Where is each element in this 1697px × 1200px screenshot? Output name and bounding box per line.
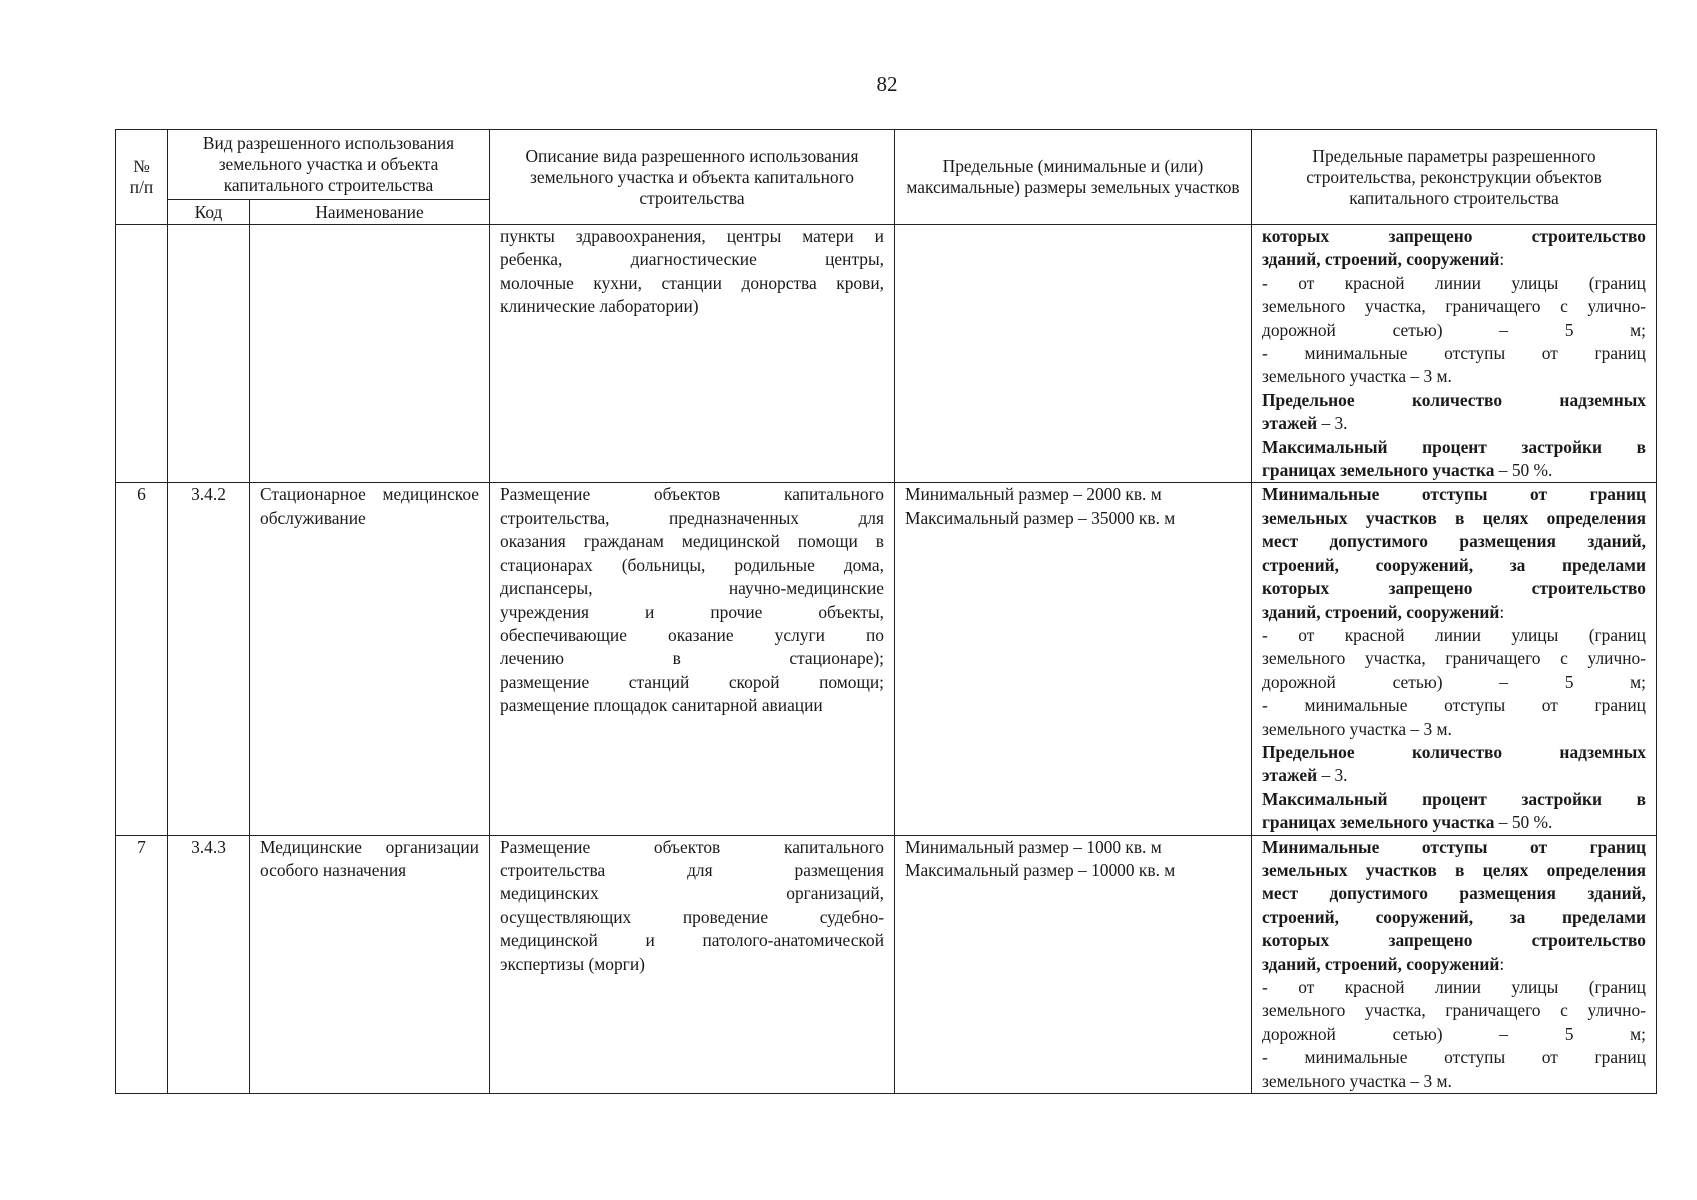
build-params	[1252, 225, 1657, 483]
size-line: Минимальный размер – 1000 кв. м	[905, 836, 1162, 857]
text-line: Размещение объектов капитального	[500, 836, 884, 857]
use-code: 3.4.2	[168, 483, 250, 835]
text-line: земельного участка, граничащего с улично-	[1262, 648, 1646, 669]
header-name: Наименование	[250, 200, 490, 225]
text-line: земельного участка – 3 м.	[1262, 718, 1452, 739]
row-number	[116, 225, 168, 483]
page-number: 82	[876, 72, 898, 96]
text-line: строительства для размещения	[500, 859, 884, 880]
text-line: пункты здравоохранения, центры матери и	[500, 226, 884, 246]
plot-sizes	[895, 483, 1252, 835]
size-line: Минимальный размер – 2000 кв. м	[905, 484, 1162, 505]
bold-text: этажей	[1262, 413, 1318, 434]
text-line: размещение станций скорой помощи;	[500, 671, 884, 692]
text-tail: – 50 %.	[1494, 460, 1553, 481]
text-line: экспертизы (морги)	[500, 953, 645, 974]
text-line	[1262, 225, 1646, 248]
text-line	[1262, 507, 1646, 530]
text-line	[1262, 764, 1646, 787]
header-code: Код	[168, 200, 250, 225]
text-line: медицинской и патолого-анатомической	[500, 930, 884, 951]
bold-text: мест допустимого размещения зданий,	[1262, 531, 1646, 552]
header-params: Предельные параметры разрешенного строительства, реконструкции объектов капитального строительства	[1252, 130, 1657, 225]
text-line: - от красной линии улицы (границ	[1262, 977, 1646, 997]
text-line	[1262, 459, 1646, 482]
use-name: Стационарное медицинское обслуживание	[250, 483, 490, 835]
table-row	[116, 835, 1657, 1093]
use-description	[490, 483, 895, 835]
bold-text: которых запрещено строительство	[1262, 226, 1646, 246]
row-number: 7	[116, 835, 168, 1093]
text-line	[1262, 412, 1646, 435]
text-line: земельного участка – 3 м.	[1262, 1070, 1452, 1091]
text-line: Размещение объектов капитального	[500, 484, 884, 505]
text-line	[1262, 906, 1646, 929]
text-line: - минимальные отступы от границ	[1262, 343, 1646, 364]
text-tail: :	[1499, 249, 1505, 270]
bold-text: которых запрещено строительство	[1262, 578, 1646, 599]
land-use-table	[115, 129, 1657, 1094]
table-row	[116, 225, 1657, 483]
bold-text: строений, сооружений, за пределами	[1262, 906, 1646, 927]
text-line: диспансеры, научно-медицинские	[500, 578, 884, 599]
text-line: земельного участка – 3 м.	[1262, 366, 1452, 387]
text-line: стационарах (больницы, родильные дома,	[500, 554, 884, 575]
bold-text: земельных участков в целях определения	[1262, 859, 1646, 880]
text-line: - от красной линии улицы (границ	[1262, 624, 1646, 645]
text-line	[1262, 601, 1646, 624]
text-tail: :	[1499, 953, 1505, 974]
text-line	[1262, 436, 1646, 459]
text-line: клинические лаборатории)	[500, 296, 699, 317]
text-line	[1262, 554, 1646, 577]
text-line: ребенка, диагностические центры,	[500, 249, 884, 270]
bold-text: строений, сооружений, за пределами	[1262, 554, 1646, 575]
bold-text: зданий, строений, сооружений	[1262, 953, 1500, 974]
text-line	[1262, 882, 1646, 905]
use-code	[168, 225, 250, 483]
use-code: 3.4.3	[168, 835, 250, 1093]
build-params	[1252, 483, 1657, 835]
header-num: № п/п	[116, 130, 168, 225]
build-params	[1252, 835, 1657, 1093]
size-line: Максимальный размер – 35000 кв. м	[905, 507, 1176, 528]
text-line: медицинских организаций,	[500, 883, 884, 904]
text-tail: – 50 %.	[1494, 812, 1553, 833]
text-line: - от красной линии улицы (границ	[1262, 272, 1646, 293]
text-tail: – 3.	[1317, 765, 1348, 786]
text-line	[1262, 248, 1646, 271]
text-line	[1262, 859, 1646, 882]
text-line: дорожной сетью) – 5 м;	[1262, 671, 1646, 692]
text-line: дорожной сетью) – 5 м;	[1262, 1023, 1646, 1044]
text-line: дорожной сетью) – 5 м;	[1262, 319, 1646, 340]
text-line	[1262, 741, 1646, 764]
header-description: Описание вида разрешенного использования земельного участка и объекта капитального строительства	[490, 130, 895, 225]
size-line: Максимальный размер – 10000 кв. м	[905, 859, 1176, 880]
text-line: земельного участка, граничащего с улично-	[1262, 296, 1646, 317]
text-line: земельного участка, граничащего с улично-	[1262, 1000, 1646, 1021]
text-line	[1262, 577, 1646, 600]
bold-text: зданий, строений, сооружений	[1262, 601, 1500, 622]
bold-text: Максимальный процент застройки в	[1262, 436, 1646, 457]
bold-text: границах земельного участка	[1262, 460, 1495, 481]
bold-text: Предельное количество надземных	[1262, 741, 1646, 762]
text-line	[1262, 483, 1646, 506]
text-line: учреждения и прочие объекты,	[500, 601, 884, 622]
bold-text: которых запрещено строительство	[1262, 930, 1646, 951]
text-line	[1262, 530, 1646, 553]
use-name	[250, 225, 490, 483]
text-line	[1262, 811, 1646, 834]
text-line	[1262, 389, 1646, 412]
use-name: Медицинские организации особого назначения	[250, 835, 490, 1093]
text-line: - минимальные отступы от границ	[1262, 695, 1646, 716]
text-line: обеспечивающие оказание услуги по	[500, 624, 884, 645]
text-tail: :	[1499, 601, 1505, 622]
header-sizes: Предельные (минимальные и (или) максимальные) размеры земельных участков	[895, 130, 1252, 225]
text-line	[1262, 788, 1646, 811]
text-line	[1262, 929, 1646, 952]
header-type-group: Вид разрешенного использования земельного участка и объекта капитального строительства	[168, 130, 490, 200]
plot-sizes	[895, 225, 1252, 483]
text-line: осуществляющих проведение судебно-	[500, 906, 884, 927]
bold-text: границах земельного участка	[1262, 812, 1495, 833]
use-description	[490, 835, 895, 1093]
bold-text: Минимальные отступы от границ	[1262, 484, 1646, 505]
table-row	[116, 483, 1657, 835]
text-line	[1262, 953, 1646, 976]
plot-sizes	[895, 835, 1252, 1093]
row-number: 6	[116, 483, 168, 835]
bold-text: Минимальные отступы от границ	[1262, 836, 1646, 857]
bold-text: Максимальный процент застройки в	[1262, 788, 1646, 809]
text-line: строительства, предназначенных для	[500, 507, 884, 528]
bold-text: мест допустимого размещения зданий,	[1262, 883, 1646, 904]
text-line: лечению в стационаре);	[500, 648, 884, 669]
text-line: размещение площадок санитарной авиации	[500, 695, 823, 716]
use-description	[490, 225, 895, 483]
text-line	[1262, 836, 1646, 859]
bold-text: Предельное количество надземных	[1262, 389, 1646, 410]
bold-text: этажей	[1262, 765, 1318, 786]
text-line: - минимальные отступы от границ	[1262, 1047, 1646, 1068]
text-line: молочные кухни, станции донорства крови,	[500, 272, 884, 293]
text-tail: – 3.	[1317, 413, 1348, 434]
text-line: оказания гражданам медицинской помощи в	[500, 531, 884, 552]
bold-text: зданий, строений, сооружений	[1262, 249, 1500, 270]
bold-text: земельных участков в целях определения	[1262, 507, 1646, 528]
